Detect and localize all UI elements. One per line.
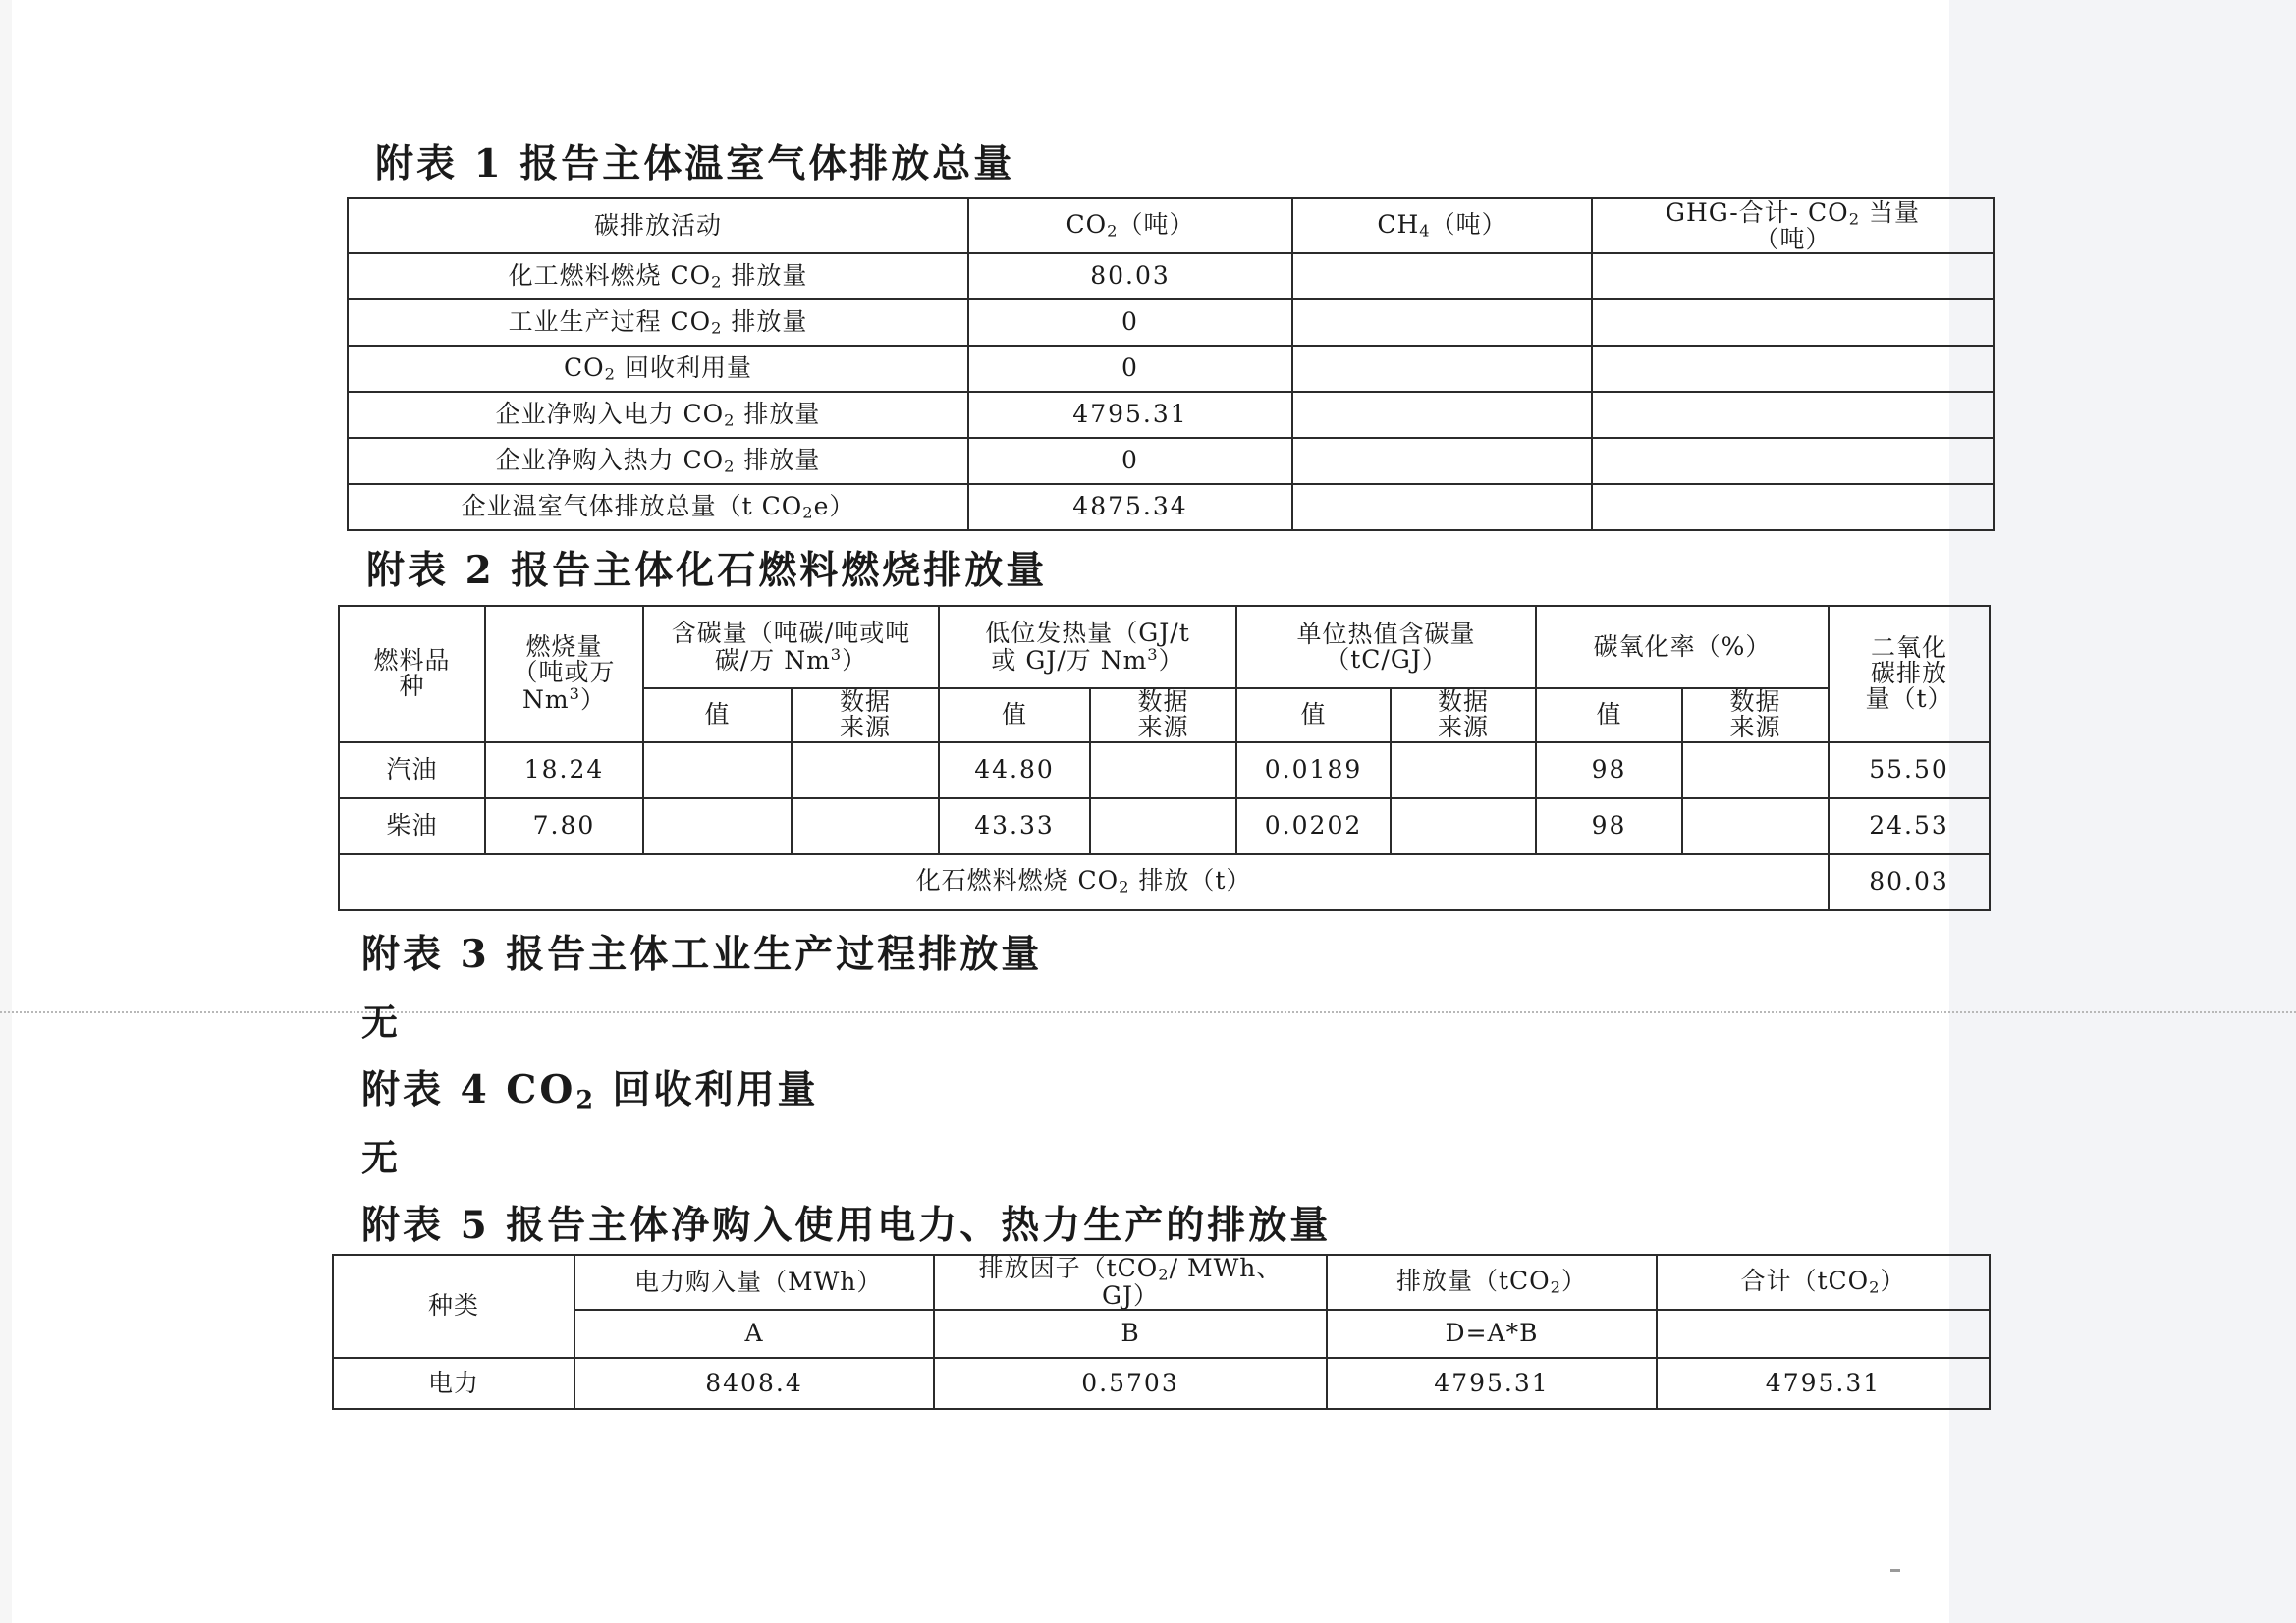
header-carbon-content: 含碳量（吨碳/吨或吨碳/万 Nm$^3$） (643, 606, 939, 688)
header-fuel-type: 燃料品种 (339, 606, 485, 742)
ghg-value (1592, 299, 1994, 346)
unit-carbon-value: 0.0202 (1236, 798, 1391, 854)
table-row (348, 346, 1994, 392)
row-label: 企业净购入电力 $CO_2$ 排放量 (348, 392, 968, 438)
header-activity: 碳排放活动 (348, 198, 968, 253)
ch4-value (1292, 346, 1592, 392)
table4-content: 无 (361, 1136, 398, 1179)
table-row (333, 1358, 1990, 1409)
header-emission: 排放量（tCO$_2$） (1327, 1255, 1657, 1310)
factor-value: 0.5703 (934, 1358, 1327, 1409)
subheader-data-source: 数据来源 (1391, 688, 1536, 742)
table-row (348, 484, 1994, 530)
fuel-name: 柴油 (339, 798, 485, 854)
scan-artifact-line (0, 1011, 2296, 1013)
total-label: 化石燃料燃烧 $CO_2$ 排放（t） (339, 854, 1829, 910)
co2-value: 4795.31 (968, 392, 1292, 438)
header-ch4: $CH_4$（吨） (1292, 198, 1592, 253)
scan-edge-right (1949, 0, 2296, 1623)
table2-title: 附表 2 报告主体化石燃料燃烧排放量 (366, 548, 1048, 593)
purchase-value: 8408.4 (574, 1358, 934, 1409)
ghg-value (1592, 484, 1994, 530)
total-value: 4795.31 (1657, 1358, 1990, 1409)
formula-total (1657, 1310, 1990, 1358)
emission-value: 24.53 (1829, 798, 1990, 854)
table4-title: 附表 4 $CO_2$ 回收利用量 (361, 1067, 819, 1114)
carbon-value (643, 742, 792, 798)
subheader-value: 值 (1536, 688, 1682, 742)
oxidation-value: 98 (1536, 798, 1682, 854)
table-row (348, 392, 1994, 438)
fuel-name: 汽油 (339, 742, 485, 798)
header-factor: 排放因子（tCO$_2$/ MWh、GJ） (934, 1255, 1327, 1310)
row-label: 化工燃料燃烧 $CO_2$ 排放量 (348, 253, 968, 299)
ch4-value (1292, 484, 1592, 530)
row-label: 企业净购入热力 $CO_2$ 排放量 (348, 438, 968, 484)
ghg-value (1592, 392, 1994, 438)
header-purchase: 电力购入量（MWh） (574, 1255, 934, 1310)
table5-formula-row (333, 1310, 1990, 1358)
co2-value: 4875.34 (968, 484, 1292, 530)
header-oxidation: 碳氧化率（%） (1536, 606, 1829, 688)
table2-fossil-fuel (338, 605, 1991, 911)
formula-a: A (574, 1310, 934, 1358)
ch4-value (1292, 392, 1592, 438)
header-ghg-total: GHG-合计- $CO_2$ 当量（吨） (1592, 198, 1994, 253)
emission-value: 55.50 (1829, 742, 1990, 798)
burn-value: 18.24 (485, 742, 643, 798)
oxidation-value: 98 (1536, 742, 1682, 798)
table3-content: 无 (361, 1001, 398, 1044)
co2-value: 0 (968, 438, 1292, 484)
oxidation-source (1682, 742, 1829, 798)
unit-carbon-value: 0.0189 (1236, 742, 1391, 798)
table-row (339, 742, 1990, 798)
table-row (348, 438, 1994, 484)
table-row (348, 299, 1994, 346)
ghg-value (1592, 438, 1994, 484)
ncv-value: 44.80 (939, 742, 1090, 798)
ncv-value: 43.33 (939, 798, 1090, 854)
ch4-value (1292, 253, 1592, 299)
row-label: $CO_2$ 回收利用量 (348, 346, 968, 392)
ch4-value (1292, 438, 1592, 484)
ghg-value (1592, 253, 1994, 299)
type-name: 电力 (333, 1358, 574, 1409)
table3-title: 附表 3 报告主体工业生产过程排放量 (361, 932, 1043, 977)
scan-mark (1890, 1569, 1900, 1572)
scan-edge-left (0, 0, 12, 1623)
carbon-source (792, 798, 939, 854)
subheader-value: 值 (1236, 688, 1391, 742)
row-label: 工业生产过程 $CO_2$ 排放量 (348, 299, 968, 346)
table5-purchased-energy (332, 1254, 1991, 1410)
header-unit-carbon: 单位热值含碳量（tC/GJ） (1236, 606, 1536, 688)
table5-title: 附表 5 报告主体净购入使用电力、热力生产的排放量 (361, 1203, 1332, 1248)
formula-d: D=A*B (1327, 1310, 1657, 1358)
header-burn-amount: 燃烧量（吨或万 Nm$^3$） (485, 606, 643, 742)
unit-carbon-source (1391, 798, 1536, 854)
ncv-source (1090, 742, 1236, 798)
subheader-data-source: 数据来源 (792, 688, 939, 742)
ch4-value (1292, 299, 1592, 346)
table1-header-row (348, 198, 1994, 253)
carbon-value (643, 798, 792, 854)
header-ncv: 低位发热量（GJ/t 或 GJ/万 Nm$^3$） (939, 606, 1236, 688)
oxidation-source (1682, 798, 1829, 854)
unit-carbon-source (1391, 742, 1536, 798)
table1-title: 附表 1 报告主体温室气体排放总量 (375, 141, 1015, 187)
header-type: 种类 (333, 1255, 574, 1358)
ncv-source (1090, 798, 1236, 854)
co2-value: 0 (968, 299, 1292, 346)
subheader-data-source: 数据来源 (1090, 688, 1236, 742)
table5-header-row (333, 1255, 1990, 1310)
subheader-data-source: 数据来源 (1682, 688, 1829, 742)
header-co2-emission: 二氧化碳排放量（t） (1829, 606, 1990, 742)
co2-value: 80.03 (968, 253, 1292, 299)
table-row (348, 253, 1994, 299)
header-co2: $CO_2$（吨） (968, 198, 1292, 253)
burn-value: 7.80 (485, 798, 643, 854)
co2-value: 0 (968, 346, 1292, 392)
carbon-source (792, 742, 939, 798)
subheader-value: 值 (643, 688, 792, 742)
subheader-value: 值 (939, 688, 1090, 742)
header-total: 合计（tCO$_2$） (1657, 1255, 1990, 1310)
row-label: 企业温室气体排放总量（t $CO_2e$） (348, 484, 968, 530)
table1-ghg-total (347, 197, 1995, 531)
table2-total-row (339, 854, 1990, 910)
table2-header-row (339, 606, 1990, 688)
ghg-value (1592, 346, 1994, 392)
emission-value: 4795.31 (1327, 1358, 1657, 1409)
formula-b: B (934, 1310, 1327, 1358)
total-value: 80.03 (1829, 854, 1990, 910)
table-row (339, 798, 1990, 854)
